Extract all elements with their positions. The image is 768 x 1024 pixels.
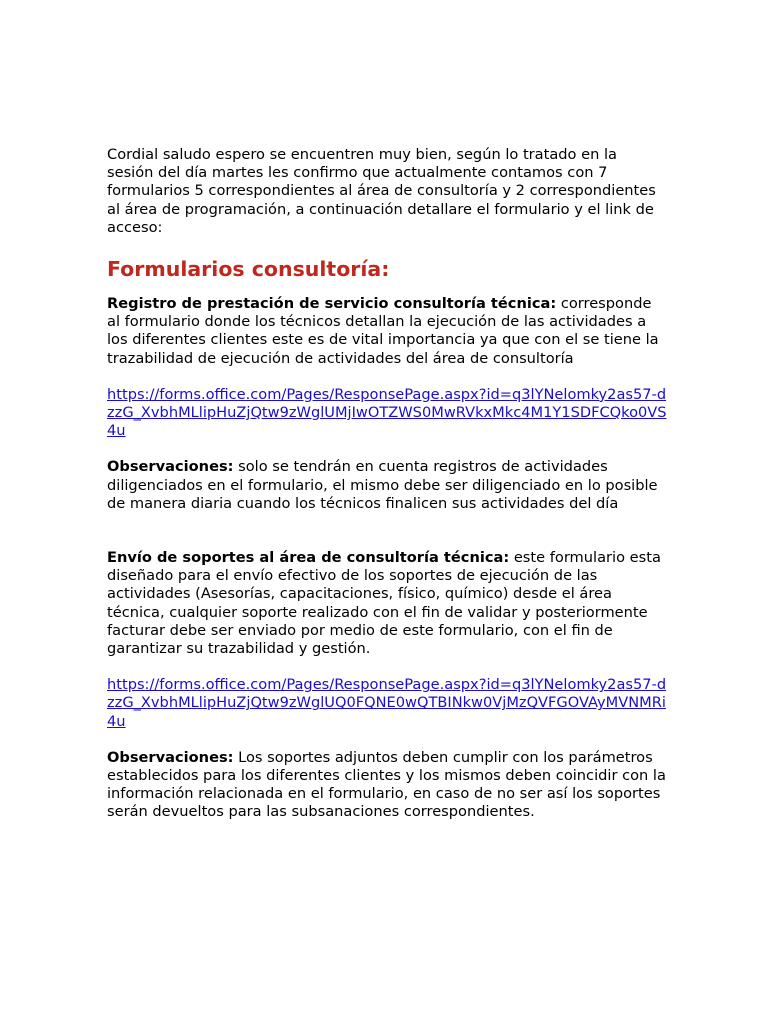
document-body (107, 146, 667, 822)
section-heading: Formularios consultoría: (107, 257, 390, 282)
form-description (107, 295, 667, 368)
observations-text: solo se tendrán en cuenta registros de actividades diligenciados en el formulario, el mismo debe ser diligenciado en lo posible de manera diaria cuando los técnicos finalicen sus actividades del día (107, 458, 658, 512)
form-description-text: este formulario esta diseñado para el envío efectivo de los soportes de ejecución de las actividades (Asesorías, capacitaciones, físico, químico) desde el área técnica, cualquier soporte realizado con el fin de validar y posteriormente facturar debe ser enviado por medio de este formulario, con el fin de garantizar su trazabilidad y gestión. (107, 549, 661, 658)
observations (107, 749, 667, 822)
form-title: Registro de prestación de servicio consultoría técnica: (107, 295, 557, 313)
form-link[interactable]: https://forms.office.com/Pages/ResponsePage.aspx?id=q3lYNelomky2as57-dzzG_XvbhMLlipHuZjQtw9zWglUMjIwOTZWS0MwRVkxMkc4M1Y1SDFCQko0VS4u (107, 385, 667, 440)
form-description (107, 549, 667, 658)
observations-text: Los soportes adjuntos deben cumplir con los parámetros establecidos para los diferentes clientes y los mismos deben coincidir con la información relacionada en el formulario, en caso de no ser así los soportes serán devueltos para las subsanaciones correspondientes. (107, 748, 666, 821)
form-section-soportes (107, 549, 667, 822)
observations-label: Observaciones: (107, 748, 234, 766)
intro-paragraph: Cordial saludo espero se encuentren muy bien, según lo tratado en la sesión del día martes les confirmo que actualmente contamos con 7 formularios 5 correspondientes al área de consultoría y 2 correspondientes al área de programación, a continuación detallare el formulario y el link de acceso: (107, 146, 656, 236)
observations-label: Observaciones: (107, 458, 234, 476)
form-title: Envío de soportes al área de consultoría técnica: (107, 549, 510, 567)
form-link[interactable]: https://forms.office.com/Pages/ResponsePage.aspx?id=q3lYNelomky2as57-dzzG_XvbhMLlipHuZjQtw9zWglUQ0FQNE0wQTBINkw0VjMzQVFGOVAyMVNMRi4u (107, 676, 667, 730)
form-section-registro (107, 295, 667, 513)
observations (107, 458, 667, 513)
form-description-text: corresponde al formulario donde los técnicos detallan la ejecución de las actividades a los diferentes clientes este es de vital importancia ya que con el se tiene la trazabilidad de ejecución de actividades del área de consultoría (107, 295, 659, 367)
